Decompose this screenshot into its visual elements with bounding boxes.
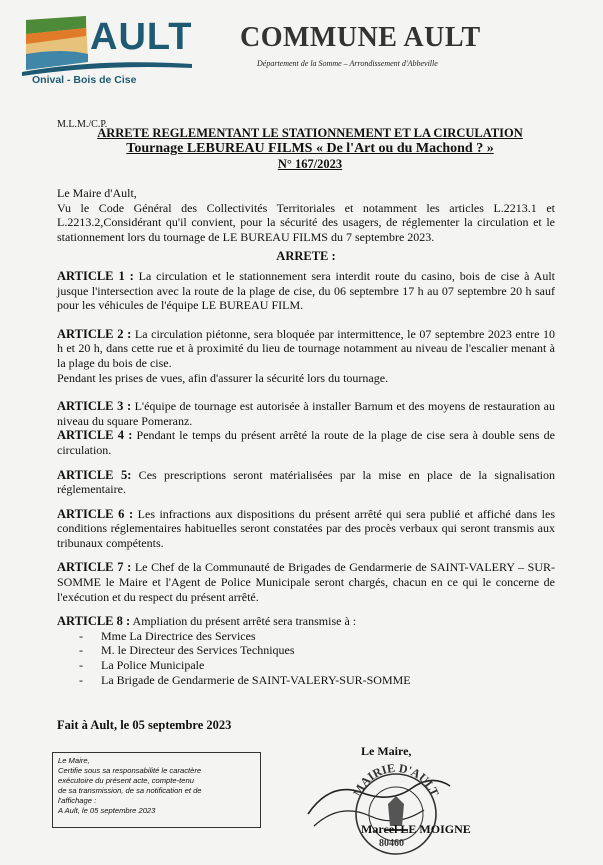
article-2 xyxy=(57,327,555,371)
article-5 xyxy=(57,468,555,497)
stamp-top-text: MAIRIE D'AULT xyxy=(350,760,442,799)
certification-line: Le Maire, xyxy=(58,756,90,765)
signatory-name: Marcel LE MOIGNE xyxy=(361,822,471,836)
certification-line: A Ault, le 05 septembre 2023 xyxy=(58,806,156,815)
article-label: ARTICLE 2 : xyxy=(57,326,132,341)
salutation: Le Maire d'Ault, xyxy=(57,186,137,200)
certification-line: Certifie sous sa responsabilité le caractère xyxy=(58,766,202,775)
article-text: Pendant le temps du présent arrêté la route de la plage de cise sera à double sens de circulation. xyxy=(57,428,555,457)
article-label: ARTICLE 5: xyxy=(57,467,132,482)
article-text: Ampliation du présent arrêté sera transmise à : xyxy=(130,614,357,629)
reference-initials: M.L.M./C.P. xyxy=(57,119,108,130)
title-line-1: ARRETE REGLEMENTANT LE STATIONNEMENT ET LA CIRCULATION xyxy=(97,126,523,140)
certification-line: de sa transmission, de sa notification et de xyxy=(58,786,202,795)
place-and-date: Fait à Ault, le 05 septembre 2023 xyxy=(57,718,232,732)
article-3 xyxy=(57,399,555,428)
article-label: ARTICLE 8 : xyxy=(57,614,131,629)
arrete-heading: ARRETE : xyxy=(276,249,336,264)
article-4 xyxy=(57,428,555,457)
logo-wordmark: AULT xyxy=(90,16,193,58)
title-line-2: Tournage LEBUREAU FILMS « De l'Art ou du Machond ? » xyxy=(126,141,494,156)
article-1 xyxy=(57,269,555,313)
list-item: - La Brigade de Gendarmerie de SAINT-VALERY-SUR-SOMME xyxy=(101,673,555,688)
department-line: Département de la Somme – Arrondissement d'Abbeville xyxy=(257,59,438,68)
recipient-list xyxy=(57,629,555,687)
document-body xyxy=(57,186,555,687)
article-text: Les infractions aux dispositions du présent arrêté qui sera publié et affiché dans les conditions réglementaires habituelles seront constatées par des procès verbaux qui seront transmis aux tribunaux compétents. xyxy=(57,506,555,550)
list-item: - Mme La Directrice des Services xyxy=(101,629,555,644)
logo-subtitle: Onival - Bois de Cise xyxy=(32,74,137,86)
certification-line: l'affichage : xyxy=(58,796,97,805)
title-number: N° 167/2023 xyxy=(277,157,343,171)
signature-title: Le Maire, xyxy=(361,744,412,758)
commune-logo xyxy=(22,14,194,94)
article-7 xyxy=(57,560,555,604)
article-label: ARTICLE 4 : xyxy=(57,428,133,443)
list-item: - La Police Municipale xyxy=(101,658,555,673)
article-8 xyxy=(57,614,555,629)
article-2-extra: Pendant les prises de vues, afin d'assurer la sécurité lors du tournage. xyxy=(57,370,389,385)
title-block xyxy=(40,126,580,172)
article-text: L'équipe de tournage est autorisée à installer Barnum et des moyens de restauration au niveau du square Pomeranz. xyxy=(57,399,555,428)
article-text: Ces prescriptions seront matérialisées par la mise en place de la signalisation réglementaire. xyxy=(57,467,555,497)
article-label: ARTICLE 1 : xyxy=(57,268,134,283)
stamp-postcode: 80460 xyxy=(379,838,404,849)
article-text: La circulation et le stationnement sera interdit route du casino, bois de cise à Ault jusque l'intersection avec la route de la plage de cise, du 06 septembre 17 h au 07 septembre 20 h sauf pour les véhicules de l'équipe LE BUREAU FILM. xyxy=(57,268,555,313)
article-label: ARTICLE 6 : xyxy=(57,506,134,521)
preamble-text: Vu le Code Général des Collectivités Territoriales et notamment les articles L.2213.1 et L.2213.2,Considérant qu'il convient, pour la sécurité des usagers, de réglementer la circulation et le stationnement lors du tournage de LE BUREAU FILMS du 7 septembre 2023. xyxy=(57,200,555,244)
commune-title: COMMUNE AULT xyxy=(240,22,481,53)
list-item: - M. le Directeur des Services Techniques xyxy=(101,643,555,658)
article-label: ARTICLE 3 : xyxy=(57,399,132,414)
article-label: ARTICLE 7 : xyxy=(57,560,132,575)
mayor-stamp-and-signature xyxy=(300,752,460,860)
article-text: Le Chef de la Communauté de Brigades de Gendarmerie de SAINT-VALERY – SUR-SOMME le Maire et l'Agent de Police Municipale seront chargés, chacun en ce qui le concerne de l'exécution et du respect du présent arrêté. xyxy=(57,560,555,604)
article-6 xyxy=(57,507,555,551)
article-text: La circulation piétonne, sera bloquée par intermittence, le 07 septembre 2023 entre 10 h et 20 h, dans cette rue et à proximité du lieu de tournage notamment au niveau de l'escalier menant à la plage du bois de cise. xyxy=(57,326,555,370)
certification-box xyxy=(52,752,261,828)
certification-line: exécutoire du présent acte, compte-tenu xyxy=(58,776,194,785)
